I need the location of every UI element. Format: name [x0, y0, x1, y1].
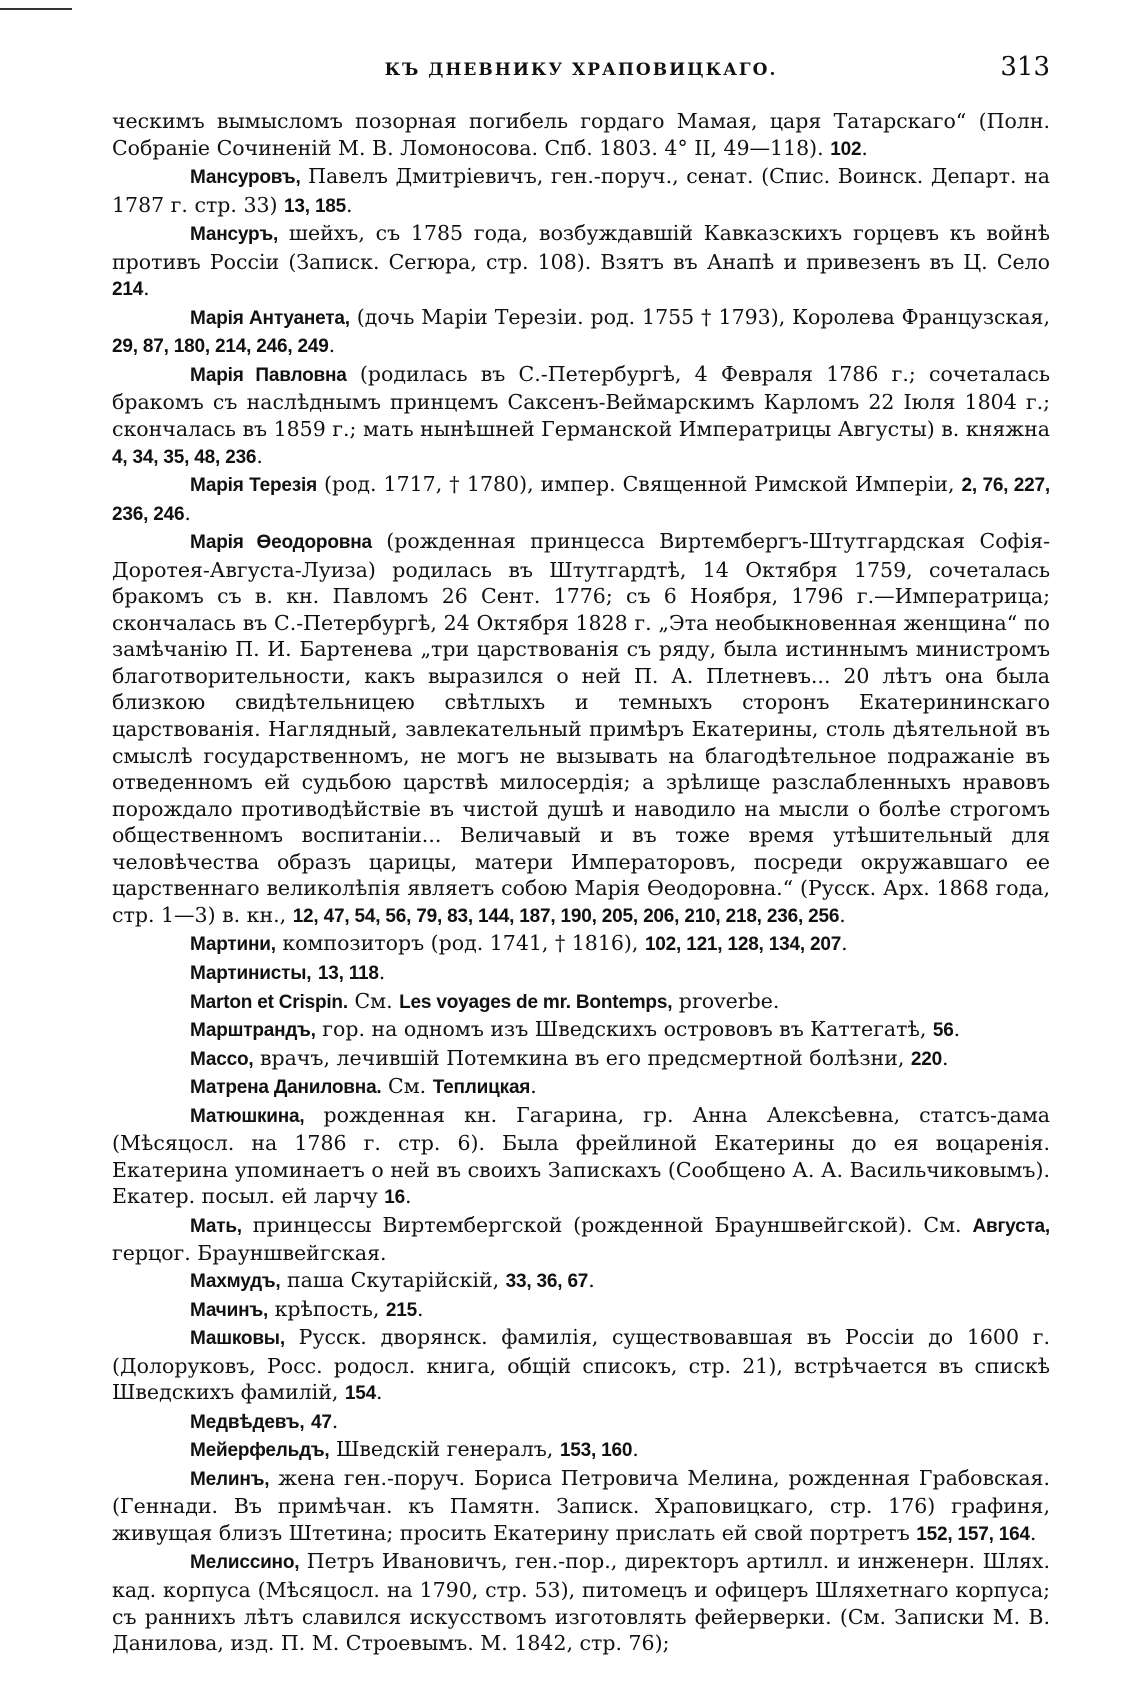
entry-text: . [346, 192, 353, 217]
entry-text: . [405, 1184, 412, 1209]
entry-headword: Марія Өеодоровна [190, 532, 372, 554]
index-entry [112, 959, 1050, 988]
entry-text: . [861, 135, 868, 160]
index-entry [112, 220, 1050, 304]
page-references: 16 [384, 1187, 406, 1209]
entry-headword: Медвѣдевъ, [190, 1411, 305, 1433]
index-entry [112, 1102, 1050, 1212]
page-references: 13, 118 [317, 962, 379, 984]
entry-text: . [530, 1074, 537, 1099]
entry-text: . [331, 1408, 339, 1433]
page-references: 154 [344, 1383, 377, 1405]
entry-text: (рожденная принцесса Виртембергъ-Штутгардская Софія-Доротея-Августа-Луиза) родилась въ Штутгардтѣ, 14 Октября 1759, сочеталась бракомъ съ в. кн. Павломъ 26 Сент. 1776; съ 6 Ноября, 1796 г.—Императрица; скончалась въ С.-Петербургѣ, 24 Октября 1828 г. „Эта необыкновенная женщина“ по замѣчанію П. И. Бартенева „три царствованія съ ряду, была истиннымъ министромъ благотворительности, какъ выразился о ней П. А. Плетневъ... 20 лѣтъ она была близкою свидѣтельницею свѣтлыхъ и темныхъ сторонъ Екатерининскаго царствованія. Наглядный, завлекательный примѣръ Екатерины, столь дѣятельной въ смыслѣ государственномъ, не могъ не вызывать на благодѣтельное подражаніе въ отведенномъ ей судьбою царствѣ милосердія; а зрѣлище разслабленныхъ нравовъ порождало противодѣйствіе въ чистой душѣ и наводило на мысли о болѣе строгомъ общественномъ воспитаніи... Величавый и въ тоже время утѣшительный для человѣчества образъ царицы, матери Императоровъ, посреди окружавшаго ее царственнаго великолѣпія являетъ собою Марія Өеодоровна.“ (Русск. Арх. 1868 года, стр. 1—3) в. кн., [112, 529, 1051, 927]
entry-headword: Мартини, [190, 934, 276, 956]
entry-text: . [1029, 1520, 1037, 1545]
index-entry [112, 930, 1050, 959]
entry-text: . [328, 333, 336, 358]
entry-headword: Мелинъ, [190, 1468, 270, 1490]
entry-headword: Теплицкая [432, 1077, 531, 1099]
entry-headword: Мачинъ, [190, 1299, 269, 1321]
entry-text: ческимъ вымысломъ позорная погибель гордаго Мамая, царя Татарскаго“ (Полн. Собраніе Сочиненій М. В. Ломоносова. Спб. 1803. 4° II, 49—118). [112, 109, 1050, 160]
entry-text: гор. на одномъ изъ Шведскихъ острововъ въ Каттегатѣ, [315, 1017, 933, 1042]
page-references: 4, 34, 35, 48, 236 [112, 446, 257, 468]
entry-text: принцессы Виртембергской (рожденной Брауншвейгской). См. [241, 1212, 973, 1237]
entry-text: шейхъ, съ 1785 года, возбуждавшій Кавказскихъ горцевъ къ войнѣ противъ Россіи (Записк. Сегюра, стр. 108). Взятъ въ Анапѣ и привезенъ въ Ц. Село [112, 221, 1050, 274]
entry-headword: Мать, [190, 1215, 242, 1237]
index-entry [112, 528, 1050, 930]
entry-text: . [417, 1296, 424, 1321]
entry-text: Русск. дворянск. фамилія, существовавшая въ Россіи до 1600 г. (Долоруковъ, Росс. родосл. книга, общій списокъ, стр. 21), встрѣчается въ спискѣ Шведскихъ фамилій, [112, 1325, 1050, 1405]
page-references: 47 [310, 1411, 332, 1433]
entry-headword: Марія Павловна [190, 364, 347, 386]
page-number: 313 [1000, 52, 1050, 82]
entry-text: паша Скутарійскій, [280, 1267, 506, 1292]
entry-text: рожденная кн. Гагарина, гр. Анна Алексѣевна, статсъ-дама (Мѣсяцосл. на 1786 г. стр. 6). Была фрейлиной Екатерины до ея воцаренія. Екатерина упоминаетъ о ней въ своихъ Запискахъ (Сообщено А. А. Васильчиковымъ). Екатер. посыл. ей ларчу [112, 1102, 1050, 1209]
entry-headword: Массо, [190, 1048, 254, 1070]
index-entry [112, 471, 1050, 528]
entry-text: Павелъ Дмитріевичъ, ген.-поруч., сенат. (Спис. Воинск. Департ. на 1787 г. стр. 33) [112, 164, 1050, 217]
page-references: 102 [830, 138, 862, 160]
entry-text: (род. 1717, † 1780), импер. Священной Римской Имперіи, [316, 472, 962, 497]
running-header [112, 48, 1050, 88]
entry-text: крѣпость, [268, 1296, 386, 1321]
entry-headword: Марія Антуанета, [190, 307, 350, 329]
entry-headword: Матрена Даниловна. [190, 1077, 382, 1099]
index-entry [112, 1296, 1050, 1325]
entry-text: Петръ Ивановичъ, ген.-пор., директоръ артилл. и инженерн. Шлях. кад. корпуса (Мѣсяцосл. на 1790, стр. 53), питомецъ и офицеръ Шляхетнаго корпуса; съ раннихъ лѣтъ славился искусствомъ изготовлять фейерверки. (См. Записки М. В. Данилова, изд. П. М. Строевымъ. М. 1842, стр. 76); [112, 1549, 1050, 1656]
index-text [112, 108, 1050, 1657]
entry-text: . [841, 931, 848, 956]
entry-text: . [632, 1437, 639, 1462]
page-references: 13, 185 [284, 195, 347, 217]
index-entry [112, 304, 1050, 361]
index-entry [112, 988, 1050, 1017]
entry-text: . [953, 1017, 961, 1042]
entry-headword: Мейерфельдъ, [190, 1440, 330, 1462]
page-references: 33, 36, 67 [505, 1270, 589, 1292]
index-entry [112, 1465, 1050, 1549]
page-references: 56 [932, 1020, 954, 1042]
page-references: 102, 121, 128, 134, 207 [644, 934, 842, 956]
entry-text: врачъ, лечившій Потемкина въ его предсмертной болѣзни, [253, 1045, 911, 1070]
page-references: 29, 87, 180, 214, 246, 249 [112, 336, 329, 358]
page-references: 214 [112, 279, 144, 301]
page-references: 153, 160 [559, 1440, 633, 1462]
entry-text: . [376, 1380, 383, 1405]
entry-headword: Мансуровъ, [190, 167, 301, 189]
index-entry [112, 1045, 1050, 1074]
entry-headword: Августа, [972, 1215, 1050, 1237]
index-entry [112, 1267, 1050, 1296]
entry-text: . [588, 1267, 595, 1292]
entry-text: . [143, 276, 150, 301]
entry-text: . [378, 959, 386, 984]
top-rule [0, 8, 72, 10]
entry-headword: Махмудъ, [190, 1270, 281, 1292]
entry-text: . [256, 443, 263, 468]
entry-text: (родилась въ С.-Петербургѣ, 4 Февраля 1786 г.; сочеталась бракомъ съ наслѣднымъ принцемъ Саксенъ-Веймарскимъ Карломъ 22 Іюля 1804 г.; скончалась въ 1859 г.; мать нынѣшней Германской Императрицы Августы) в. княжна [112, 361, 1050, 442]
page-references: 12, 47, 54, 56, 79, 83, 144, 187, 190, 205, 206, 210, 218, 236, 256 [292, 905, 840, 927]
index-entry [112, 108, 1050, 163]
index-entry [112, 1548, 1050, 1656]
entry-headword: Марія Терезія [190, 475, 317, 497]
entry-headword: Мелиссино, [190, 1552, 300, 1574]
index-entry [112, 361, 1050, 471]
entry-text: . [839, 902, 846, 927]
index-entry [112, 1436, 1050, 1465]
entry-text: См. [347, 988, 400, 1013]
entry-headword: Мансуръ, [190, 224, 279, 246]
index-entry [112, 1408, 1050, 1437]
entry-text: Шведскій генералъ, [329, 1437, 560, 1462]
running-title: КЪ ДНЕВНИКУ ХРАПОВИЦКАГО. [384, 60, 778, 80]
index-entry [112, 1016, 1050, 1045]
entry-text: . [184, 500, 191, 525]
entry-headword: Матюшкина, [190, 1105, 305, 1127]
page-references: 220 [910, 1048, 943, 1070]
entry-headword: Marton et Crispin. [190, 991, 348, 1013]
entry-text: герцог. Брауншвейгская. [112, 1241, 387, 1266]
entry-text: proverbe. [672, 988, 780, 1013]
index-entry [112, 1324, 1050, 1408]
entry-headword: Les voyages de mr. Bontemps, [399, 991, 673, 1013]
entry-text: (дочь Маріи Терезіи. род. 1755 † 1793), Королева Французская, [349, 304, 1050, 329]
entry-text: композиторъ (род. 1741, † 1816), [275, 931, 645, 956]
entry-text: . [942, 1045, 949, 1070]
entry-headword: Машковы, [190, 1328, 285, 1350]
entry-text: См. [381, 1074, 433, 1099]
entry-headword: Марштрандъ, [190, 1020, 316, 1042]
index-entry [112, 1073, 1050, 1102]
index-entry [112, 163, 1050, 220]
page-references: 2, 76, 227, 236, 246 [112, 475, 1050, 525]
page-references: 215 [385, 1299, 418, 1321]
entry-text: жена ген.-поруч. Бориса Петровича Мелина, рожденная Грабовская. (Геннади. Въ примѣчан. къ Памятн. Записк. Храповицкаго, стр. 176) графиня, живущая близъ Штетина; просить Екатерину прислать ей свой портретъ [112, 1465, 1050, 1545]
entry-headword: Мартинисты, [190, 962, 312, 984]
index-entry [112, 1212, 1050, 1267]
page-references: 152, 157, 164 [916, 1523, 1030, 1545]
